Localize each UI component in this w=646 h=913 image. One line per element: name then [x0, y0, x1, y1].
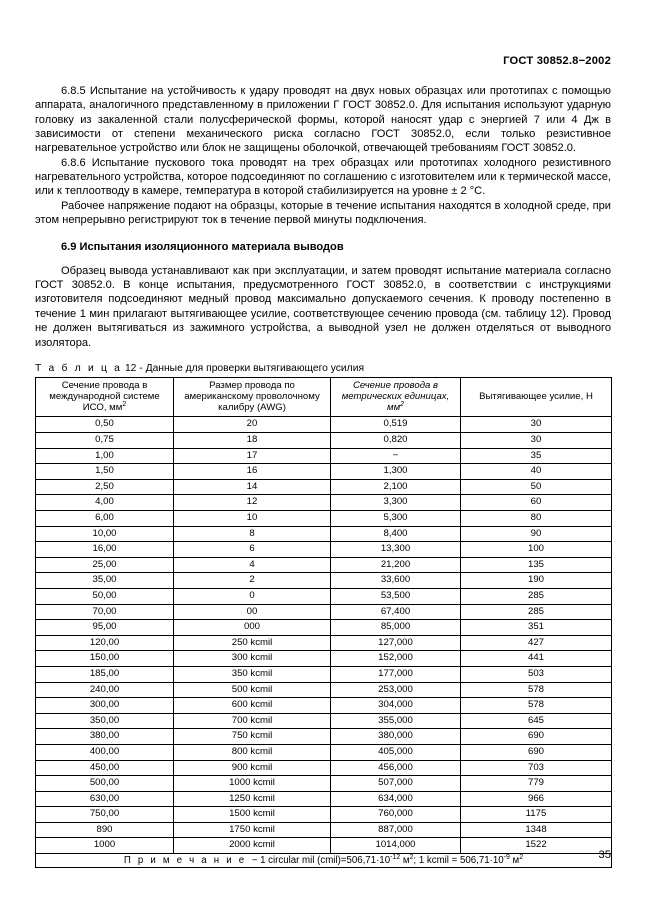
- note-unit-1: м: [402, 855, 410, 867]
- pullout-force-table: [35, 377, 612, 868]
- section-heading-6-9: 6.9 Испытания изоляционного материала выводов: [61, 241, 344, 254]
- table-row: [36, 588, 612, 604]
- cell-iso-section: 1,50: [36, 464, 174, 480]
- cell-pull-force: 703: [461, 760, 612, 776]
- cell-metric-section: 304,000: [331, 698, 461, 714]
- note-text-part1: 1 circular mil (cmil)=506,71·10: [260, 855, 391, 867]
- table-note: [36, 854, 612, 868]
- paragraph-6-9-body: Образец вывода устанавливают как при эксплуатации, и затем проводят испытание материала согласно ГОСТ 30852.0. В конце испытания, предусмотренного ГОСТ 30852.0, в соответствии с инструкциями изготовителя подсоединяют медный провод максимально допускаемого сечения. К проводу постепенно в течение 1 мин прилагают вытягивающее усилие, соответствующее сечению провода (см. таблицу 12). Провод не должен вытягиваться из зажимного устройства, а выводной узел не должен отделяться от выводного изолятора.: [35, 264, 611, 349]
- cell-pull-force: 1175: [461, 807, 612, 823]
- cell-pull-force: 690: [461, 729, 612, 745]
- table-row: [36, 776, 612, 792]
- cell-iso-section: 380,00: [36, 729, 174, 745]
- cell-metric-section: 355,000: [331, 713, 461, 729]
- cell-pull-force: 427: [461, 635, 612, 651]
- table-row: [36, 729, 612, 745]
- page-number: 35: [598, 849, 611, 861]
- cell-pull-force: 966: [461, 791, 612, 807]
- cell-awg: 8: [174, 526, 331, 542]
- paragraph-6-8-6: 6.8.6 Испытание пускового тока проводят на трех образцах или прототипах холодного резистивного нагревательного устройства, которое подсоединяют по соглашению с изготовителем или к термической массе, или к теплоотводу в камере, температура в которой стабилизируется на уровне ± 2 °С.: [35, 156, 611, 198]
- note-sup-2: -9: [503, 853, 510, 861]
- cell-metric-section: 456,000: [331, 760, 461, 776]
- note-text-part2: 1 kcmil = 506,71·10: [418, 855, 504, 867]
- cell-metric-section: 67,400: [331, 604, 461, 620]
- cell-pull-force: 441: [461, 651, 612, 667]
- table-row: [36, 557, 612, 573]
- note-unit-2: м: [512, 855, 520, 867]
- cell-metric-section: 5,300: [331, 511, 461, 527]
- cell-pull-force: 80: [461, 511, 612, 527]
- note-separator: ;: [413, 855, 419, 867]
- cell-iso-section: 35,00: [36, 573, 174, 589]
- cell-pull-force: 1348: [461, 822, 612, 838]
- cell-metric-section: 177,000: [331, 666, 461, 682]
- cell-iso-section: 0,50: [36, 417, 174, 433]
- column-header-iso-section: Сечение провода в международной системе ИСО, $мм^2$: [36, 377, 174, 417]
- cell-awg: 300 kcmil: [174, 651, 331, 667]
- cell-metric-section: 1,300: [331, 464, 461, 480]
- cell-metric-section: 2,100: [331, 479, 461, 495]
- table-row: [36, 682, 612, 698]
- cell-iso-section: 630,00: [36, 791, 174, 807]
- cell-iso-section: 2,50: [36, 479, 174, 495]
- cell-awg: 4: [174, 557, 331, 573]
- cell-metric-section: 127,000: [331, 635, 461, 651]
- cell-pull-force: 503: [461, 666, 612, 682]
- cell-metric-section: 0,820: [331, 433, 461, 449]
- cell-awg: 00: [174, 604, 331, 620]
- cell-iso-section: 10,00: [36, 526, 174, 542]
- cell-iso-section: 400,00: [36, 744, 174, 760]
- cell-metric-section: 13,300: [331, 542, 461, 558]
- cell-pull-force: 690: [461, 744, 612, 760]
- cell-iso-section: 750,00: [36, 807, 174, 823]
- cell-pull-force: 1522: [461, 838, 612, 854]
- cell-iso-section: 150,00: [36, 651, 174, 667]
- cell-iso-section: 16,00: [36, 542, 174, 558]
- table-foot: [36, 854, 612, 868]
- table-row: [36, 760, 612, 776]
- table-row: [36, 651, 612, 667]
- note-dash: −: [251, 855, 258, 867]
- cell-awg: 500 kcmil: [174, 682, 331, 698]
- cell-metric-section: 380,000: [331, 729, 461, 745]
- table-header-row: [36, 377, 612, 417]
- cell-metric-section: 507,000: [331, 776, 461, 792]
- table-row: [36, 573, 612, 589]
- note-label: П р и м е ч а н и е: [123, 855, 247, 867]
- cell-pull-force: 190: [461, 573, 612, 589]
- table-row: [36, 838, 612, 854]
- cell-awg: 1000 kcmil: [174, 776, 331, 792]
- cell-pull-force: 285: [461, 604, 612, 620]
- standard-header: ГОСТ 30852.8−2002: [503, 55, 611, 67]
- table-row: [36, 542, 612, 558]
- table-row: [36, 448, 612, 464]
- cell-awg: 900 kcmil: [174, 760, 331, 776]
- cell-metric-section: 3,300: [331, 495, 461, 511]
- column-header-metric-section: Сечение провода в метрических единицах, $мм^2$: [331, 377, 461, 417]
- cell-iso-section: 120,00: [36, 635, 174, 651]
- cell-iso-section: 6,00: [36, 511, 174, 527]
- table-row: [36, 698, 612, 714]
- table-row: [36, 635, 612, 651]
- cell-iso-section: 4,00: [36, 495, 174, 511]
- cell-awg: 2000 kcmil: [174, 838, 331, 854]
- cell-iso-section: 70,00: [36, 604, 174, 620]
- paragraph-6-8-5: 6.8.5 Испытание на устойчивость к удару проводят на двух новых образцах или прототипах с помощью аппарата, аналогичного представленному в приложении Г ГОСТ 30852.0. Для испытания используют ударную головку из закаленной стали полусферической формы, которой наносят удар с энергией 7 или 4 Дж в зависимости от степени механического риска согласно ГОСТ 30852.0, если только резистивное нагревательное устройство или блок не защищены оболочкой, отвечающей требованиям ГОСТ 30852.0.: [35, 85, 611, 155]
- table-head: [36, 377, 612, 417]
- cell-awg: 10: [174, 511, 331, 527]
- table-caption-title: Данные для проверки вытягивающего усилия: [145, 362, 365, 374]
- header-superscript: 2: [122, 401, 127, 409]
- cell-pull-force: 50: [461, 479, 612, 495]
- cell-iso-section: 50,00: [36, 588, 174, 604]
- cell-pull-force: 100: [461, 542, 612, 558]
- cell-pull-force: 35: [461, 448, 612, 464]
- cell-pull-force: 779: [461, 776, 612, 792]
- cell-metric-section: 1014,000: [331, 838, 461, 854]
- cell-metric-section: 152,000: [331, 651, 461, 667]
- table-row: [36, 464, 612, 480]
- cell-awg: 16: [174, 464, 331, 480]
- cell-iso-section: 300,00: [36, 698, 174, 714]
- table-row: [36, 433, 612, 449]
- table-row: [36, 666, 612, 682]
- table-row: [36, 620, 612, 636]
- cell-iso-section: 0,75: [36, 433, 174, 449]
- table-row: [36, 526, 612, 542]
- cell-pull-force: 578: [461, 682, 612, 698]
- table-caption-dash: -: [139, 362, 143, 374]
- cell-iso-section: 450,00: [36, 760, 174, 776]
- cell-awg: 700 kcmil: [174, 713, 331, 729]
- note-unit-sup-2: 2: [519, 853, 524, 861]
- table-row: [36, 604, 612, 620]
- cell-iso-section: 1,00: [36, 448, 174, 464]
- cell-pull-force: 40: [461, 464, 612, 480]
- page-content: [35, 84, 611, 868]
- cell-awg: 250 kcmil: [174, 635, 331, 651]
- cell-metric-section: 33,600: [331, 573, 461, 589]
- cell-pull-force: 90: [461, 526, 612, 542]
- table-row: [36, 713, 612, 729]
- cell-awg: 000: [174, 620, 331, 636]
- cell-awg: 17: [174, 448, 331, 464]
- cell-metric-section: 53,500: [331, 588, 461, 604]
- cell-pull-force: 30: [461, 433, 612, 449]
- cell-awg: 350 kcmil: [174, 666, 331, 682]
- cell-iso-section: 500,00: [36, 776, 174, 792]
- cell-metric-section: 85,000: [331, 620, 461, 636]
- cell-awg: 20: [174, 417, 331, 433]
- cell-pull-force: 578: [461, 698, 612, 714]
- cell-pull-force: 285: [461, 588, 612, 604]
- cell-metric-section: 0,519: [331, 417, 461, 433]
- table-row: [36, 479, 612, 495]
- cell-awg: 6: [174, 542, 331, 558]
- cell-awg: 0: [174, 588, 331, 604]
- cell-metric-section: 760,000: [331, 807, 461, 823]
- cell-iso-section: 95,00: [36, 620, 174, 636]
- cell-awg: 1250 kcmil: [174, 791, 331, 807]
- cell-iso-section: 350,00: [36, 713, 174, 729]
- cell-iso-section: 240,00: [36, 682, 174, 698]
- table-row: [36, 511, 612, 527]
- paragraph-working-voltage: Рабочее напряжение подают на образцы, которые в течение испытания находятся в холодной среде, при этом непрерывно регистрируют ток в течение первой минуты подключения.: [35, 199, 611, 227]
- cell-metric-section: 253,000: [331, 682, 461, 698]
- table-body: [36, 417, 612, 854]
- cell-awg: 750 kcmil: [174, 729, 331, 745]
- cell-pull-force: 645: [461, 713, 612, 729]
- table-row: [36, 791, 612, 807]
- cell-awg: 14: [174, 479, 331, 495]
- table-row: [36, 417, 612, 433]
- cell-iso-section: 25,00: [36, 557, 174, 573]
- cell-awg: 600 kcmil: [174, 698, 331, 714]
- cell-awg: 12: [174, 495, 331, 511]
- table-caption-number: 12: [124, 362, 137, 374]
- table-note-row: [36, 854, 612, 868]
- cell-pull-force: 30: [461, 417, 612, 433]
- cell-awg: 2: [174, 573, 331, 589]
- cell-metric-section: 634,000: [331, 791, 461, 807]
- table-row: [36, 495, 612, 511]
- table-caption-label: Т а б л и ц а: [35, 362, 123, 374]
- table-row: [36, 822, 612, 838]
- cell-pull-force: 60: [461, 495, 612, 511]
- cell-pull-force: 351: [461, 620, 612, 636]
- cell-iso-section: 890: [36, 822, 174, 838]
- note-unit-sup-1: 2: [409, 853, 414, 861]
- table-row: [36, 744, 612, 760]
- cell-awg: 800 kcmil: [174, 744, 331, 760]
- header-superscript: 2: [400, 401, 404, 409]
- cell-metric-section: 21,200: [331, 557, 461, 573]
- table-caption: [35, 363, 611, 375]
- cell-pull-force: 135: [461, 557, 612, 573]
- cell-metric-section: 8,400: [331, 526, 461, 542]
- cell-iso-section: 185,00: [36, 666, 174, 682]
- cell-awg: 1500 kcmil: [174, 807, 331, 823]
- note-sup-1: -12: [390, 853, 401, 861]
- cell-metric-section: 405,000: [331, 744, 461, 760]
- cell-iso-section: 1000: [36, 838, 174, 854]
- table-row: [36, 807, 612, 823]
- column-header-pull-force: Вытягивающее усилие, Н: [461, 377, 612, 417]
- column-header-awg: Размер провода по американскому проволочному калибру (AWG): [174, 377, 331, 417]
- cell-metric-section: −: [331, 448, 461, 464]
- cell-awg: 1750 kcmil: [174, 822, 331, 838]
- cell-awg: 18: [174, 433, 331, 449]
- cell-metric-section: 887,000: [331, 822, 461, 838]
